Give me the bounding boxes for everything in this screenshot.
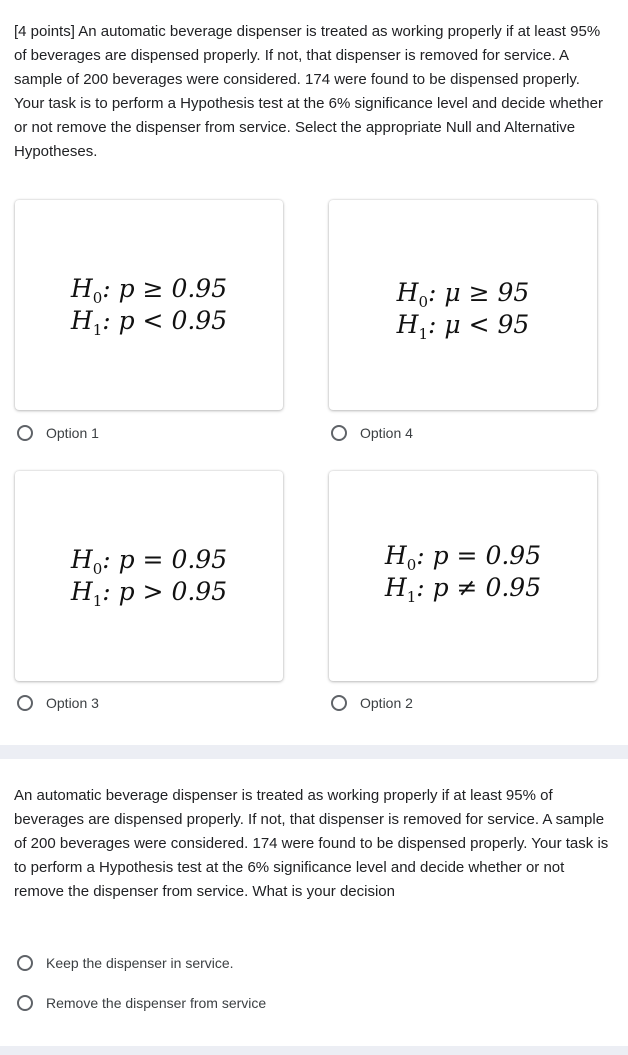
- option-3-label: Option 3: [46, 695, 99, 711]
- h1-subscript: 1: [418, 325, 429, 343]
- h0-symbol: H: [70, 274, 93, 303]
- option-4-image-card[interactable]: [329, 200, 597, 410]
- h1-expression: : p ≠ 0.95: [416, 573, 542, 602]
- option-2-radio[interactable]: [331, 695, 347, 711]
- option-2-formula: [385, 540, 541, 612]
- option-3-formula: [71, 544, 227, 608]
- option-2-radio-row[interactable]: [331, 692, 413, 714]
- h0-expression: : p ≥ 0.95: [102, 274, 228, 303]
- h1-symbol: H: [70, 577, 93, 606]
- h0-subscript: 0: [92, 289, 103, 307]
- h1-subscript: 1: [406, 588, 417, 606]
- option-2-label: Option 2: [360, 695, 413, 711]
- h0-symbol: H: [396, 278, 419, 307]
- h1-subscript: 1: [92, 592, 103, 610]
- decision-remove-radio[interactable]: [17, 995, 33, 1011]
- option-1-image-card[interactable]: [15, 200, 283, 410]
- h0-symbol: H: [70, 545, 93, 574]
- h0-symbol: H: [384, 541, 407, 570]
- h0-expression: : p = 0.95: [102, 545, 228, 574]
- question-divider: [0, 745, 628, 759]
- h1-symbol: H: [384, 573, 407, 602]
- option-4-label: Option 4: [360, 425, 413, 441]
- h1-expression: : p < 0.95: [102, 306, 228, 335]
- h1-expression: : μ < 95: [428, 310, 530, 339]
- h0-expression: : μ ≥ 95: [428, 278, 530, 307]
- bottom-divider: [0, 1046, 628, 1055]
- decision-keep-label: Keep the dispenser in service.: [46, 955, 234, 971]
- h0-subscript: 0: [418, 293, 429, 311]
- question-2-text: An automatic beverage dispenser is treated as working properly if at least 95% of beverages are dispensed properly. If not, that dispenser is removed for service. A sample of 200 beverages were considered. 174 were found to be dispensed properly. Your task is to perform a Hypothesis test at the 6% significance level and decide whether or not remove the dispenser from service. What is your decision: [14, 787, 609, 900]
- option-1-radio[interactable]: [17, 425, 33, 441]
- question-1-text: [4 points] An automatic beverage dispenser is treated as working properly if at least 95% of beverages are dispensed properly. If not, that dispenser is removed for service. A sample of 200 beverages were considered. 174 were found to be dispensed properly. Your task is to perform a Hypothesis test at the 6% significance level and decide whether or not remove the dispenser from service. Select the appropriate Null and Alternative Hypotheses.: [14, 23, 603, 160]
- h1-symbol: H: [396, 310, 419, 339]
- h0-subscript: 0: [406, 556, 417, 574]
- option-1-radio-row[interactable]: [17, 422, 99, 444]
- h0-subscript: 0: [92, 560, 103, 578]
- option-4-formula: [397, 269, 530, 341]
- h1-subscript: 1: [92, 321, 103, 339]
- h0-expression: : p = 0.95: [416, 541, 542, 570]
- option-3-radio-row[interactable]: [17, 692, 99, 714]
- decision-keep-row[interactable]: [17, 952, 234, 974]
- option-3-radio[interactable]: [17, 695, 33, 711]
- decision-keep-radio[interactable]: [17, 955, 33, 971]
- option-3-image-card[interactable]: [15, 471, 283, 681]
- option-4-radio-row[interactable]: [331, 422, 413, 444]
- option-1-formula: [71, 273, 227, 337]
- option-1-label: Option 1: [46, 425, 99, 441]
- h1-expression: : p > 0.95: [102, 577, 228, 606]
- decision-remove-label: Remove the dispenser from service: [46, 995, 267, 1011]
- option-4-radio[interactable]: [331, 425, 347, 441]
- decision-remove-row[interactable]: [17, 992, 266, 1014]
- option-2-image-card[interactable]: [329, 471, 597, 681]
- h1-symbol: H: [70, 306, 93, 335]
